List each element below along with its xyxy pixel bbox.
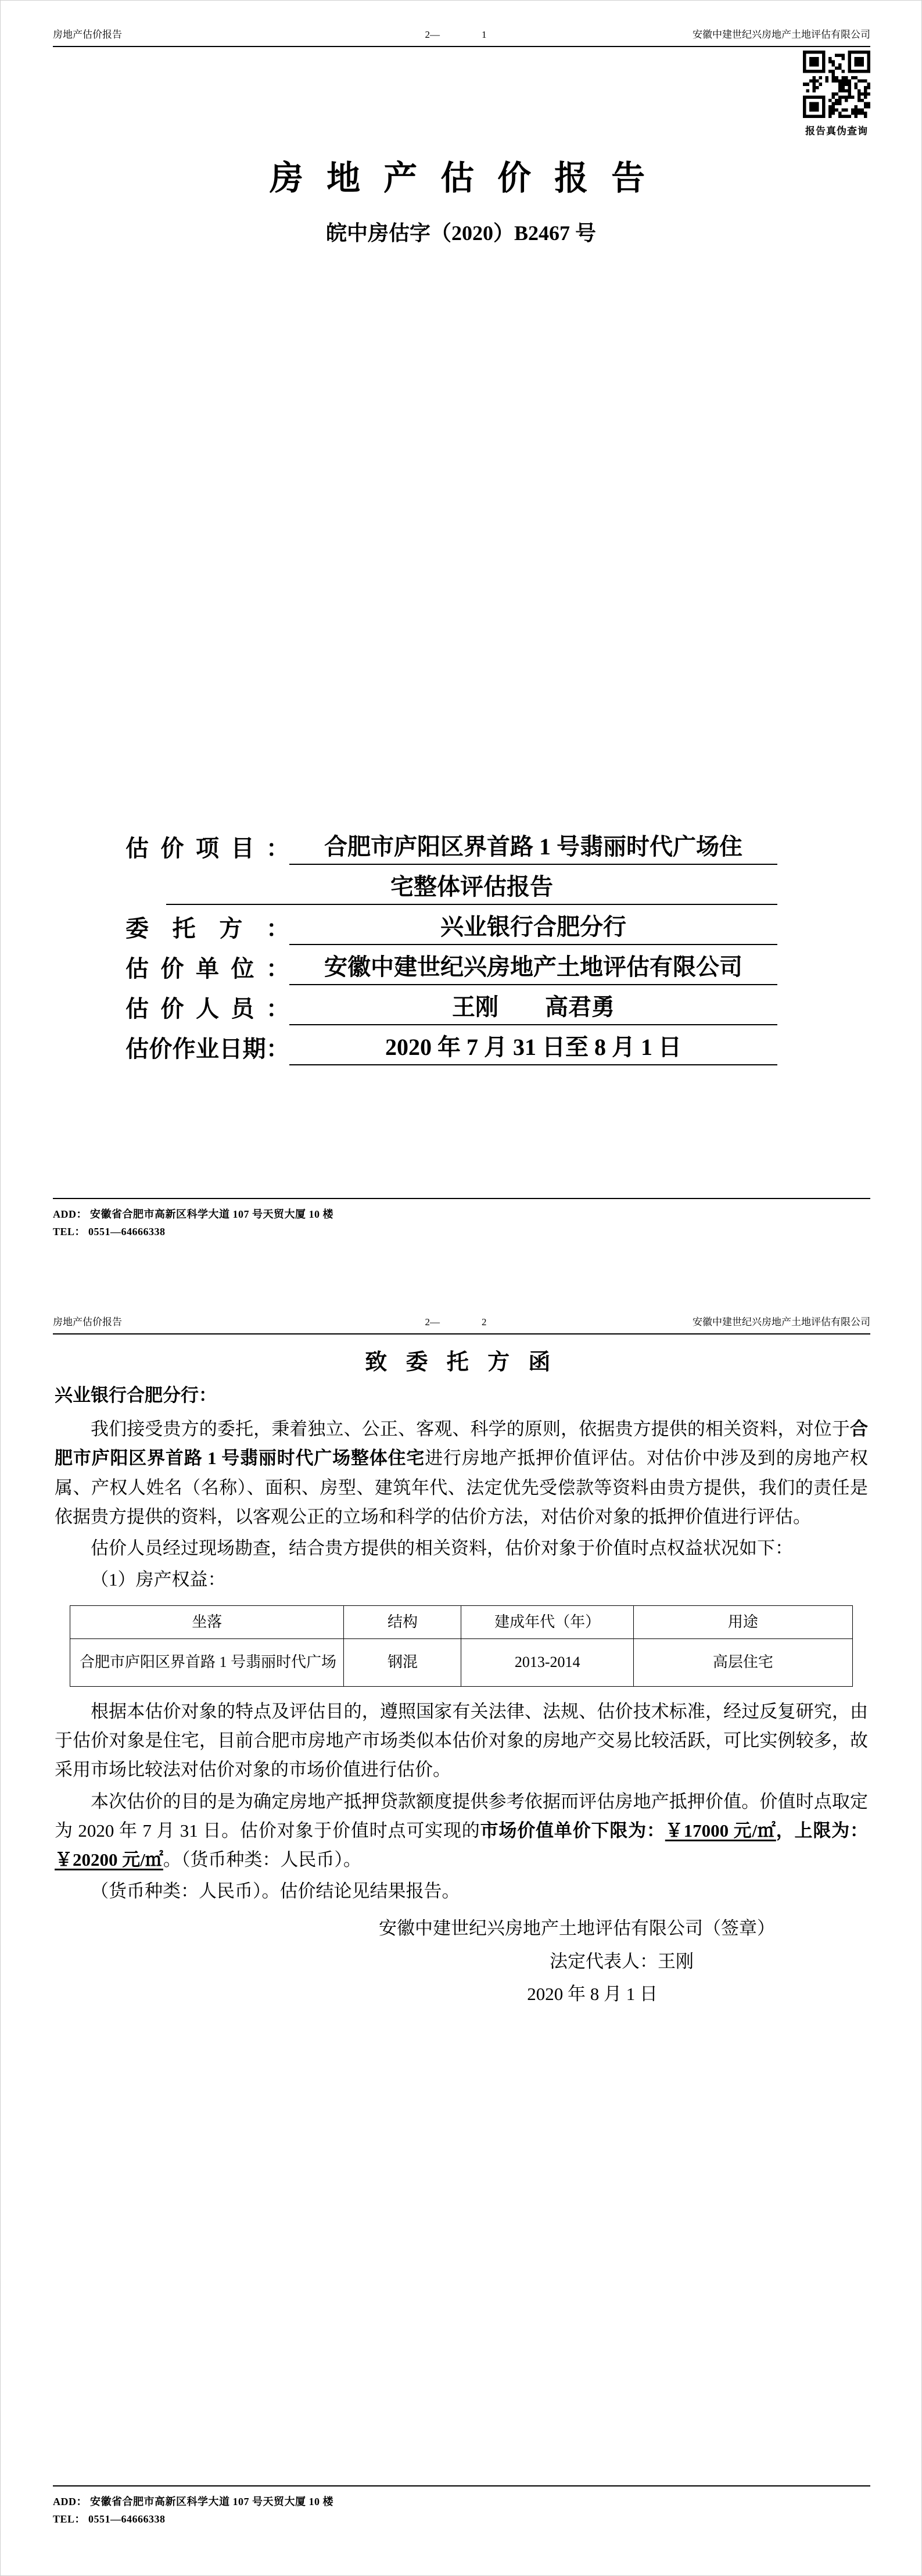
letter-greeting: 兴业银行合肥分行： [55,1385,217,1405]
field-staff-row [125,989,777,1025]
field-project-value-line1: 合肥市庐阳区界首路 1 号翡丽时代广场住 [289,828,777,865]
page-footer [53,2485,870,2528]
page-header [53,26,870,47]
field-client-value: 兴业银行合肥分行 [289,908,777,945]
subject-property-name: 合肥市庐阳区界首路 1 号翡丽时代广场整体住宅 [55,1419,868,1469]
footer-telephone: TEL： 0551—64666338 [53,1225,166,1237]
field-date-value: 2020 年 7 月 31 日至 8 月 1 日 [289,1029,777,1065]
header-page-number [227,29,684,41]
paragraph-methodology: 根据本估价对象的特点及评估目的，遵照国家有关法律、法规、估价技术标准，经过反复研究，由于估价对象是住宅，目前合肥市房地产市场类似本估价对象的房地产交易比较活跃，可比实例较多，故采用市场比较法对估价对象的市场价值进行估价。 [55,1701,868,1780]
qr-code [803,51,870,118]
field-agency-value: 安徽中建世纪兴房地产土地评估有限公司 [289,949,777,985]
page-number-prefix: 2— [425,1316,440,1328]
value-upper-bound: ￥20200 元/㎡ [55,1849,163,1870]
qr-caption: 报告真伪查询 [805,126,868,137]
field-client-row [125,908,777,945]
report-number: 皖中房估字（2020）B2467 号 [325,221,596,245]
header-doc-label: 房地产估价报告 [53,29,122,40]
field-date-row [125,1029,777,1065]
column-header-year-built: 建成年代（年） [461,1605,633,1638]
signature-date: 2020 年 8 月 1 日 [527,1983,658,2004]
footer-address: ADD： 安徽省合肥市高新区科学大道 107 号天贸大厦 10 楼 [53,2496,333,2507]
qr-verification-block [803,51,870,137]
field-staff-value: 王刚 高君勇 [289,989,777,1025]
value-lower-bound: ￥17000 元/㎡ [665,1820,776,1841]
paragraph-rights-heading: （1）房产权益： [91,1569,226,1590]
cell-location: 合肥市庐阳区界首路 1 号翡丽时代广场 [70,1638,344,1686]
paragraph-currency-note: （货币种类：人民币）。估价结论见结果报告。 [91,1881,460,1902]
header-page-number [227,1316,684,1328]
cell-structure: 钢混 [344,1638,461,1686]
footer-address: ADD： 安徽省合肥市高新区科学大道 107 号天贸大厦 10 楼 [53,1208,333,1220]
field-client-label: 委托方： [125,915,289,942]
field-date-label: 估价作业日期： [125,1036,289,1062]
signature-legal-representative: 法定代表人：王刚 [550,1951,694,1972]
cover-form [125,828,777,1069]
page-number-prefix: 2— [425,29,440,40]
field-project-value-line2: 宅整体评估报告 [166,868,777,905]
page-header [53,1314,870,1334]
value-lower-bound-label: 市场价值单价下限为： [480,1820,665,1841]
column-header-use: 用途 [633,1605,852,1638]
field-agency-label: 估价单位： [125,956,289,982]
table-row [70,1638,853,1686]
paragraph-valuation-result [55,1787,868,1875]
header-doc-label: 房地产估价报告 [53,1316,122,1328]
page-number-value: 2 [482,1316,487,1328]
page-number-value: 1 [482,29,487,40]
letter-title: 致 委 托 方 函 [365,1350,557,1375]
paragraph-segment: 进行房地产抵押价值评估。对估价中涉及到的房地产权属、产权人姓名（名称）、面积、房型、建筑年代、法定优先受偿款等资料由贵方提供，我们的责任是依据贵方提供的资料，以客观公正的立场和科学的估价方法，对估价对象的抵押价值进行评估。 [55,1448,869,1527]
cell-use: 高层住宅 [633,1638,852,1686]
paragraph-engagement [55,1415,868,1532]
field-agency-row [125,949,777,985]
value-upper-bound-label: ，上限为： [776,1820,869,1841]
table-header-row [70,1605,853,1638]
header-company-name: 安徽中建世纪兴房地产土地评估有限公司 [693,29,870,40]
paragraph-inspection: 估价人员经过现场勘查，结合贵方提供的相关资料，估价对象于价值时点权益状况如下： [91,1538,793,1559]
footer-telephone: TEL： 0551—64666338 [53,2513,166,2525]
page-footer [53,1198,870,1240]
report-title: 房 地 产 估 价 报 告 [270,159,652,197]
paragraph-segment: 本次估价的目的是为确定房地产抵押贷款额度提供参考依据而评估房地产抵押价值。价值时点取定为 2020 年 7 月 31 日。估价对象于价值时点可实现的 [55,1791,868,1841]
paragraph-segment: 我们接受贵方的委托，秉着独立、公正、客观、科学的原则，依据贵方提供的相关资料，对位于 [91,1419,850,1440]
header-company-name: 安徽中建世纪兴房地产土地评估有限公司 [693,1316,870,1328]
field-project-row-1 [125,828,777,865]
column-header-location: 坐落 [70,1605,344,1638]
paragraph-segment: 。（货币种类：人民币）。 [163,1849,361,1870]
column-header-structure: 结构 [344,1605,461,1638]
field-staff-label: 估价人员： [125,996,289,1022]
cell-year-built: 2013-2014 [461,1638,633,1686]
page-1-cover [1,1,921,1288]
signature-company: 安徽中建世纪兴房地产土地评估有限公司（签章） [379,1918,775,1939]
page-2-letter [1,1288,921,2575]
letter-body [55,1381,868,2009]
field-project-label: 估价项目： [125,835,289,861]
field-project-row-2 [125,868,777,905]
property-rights-table [70,1605,853,1687]
